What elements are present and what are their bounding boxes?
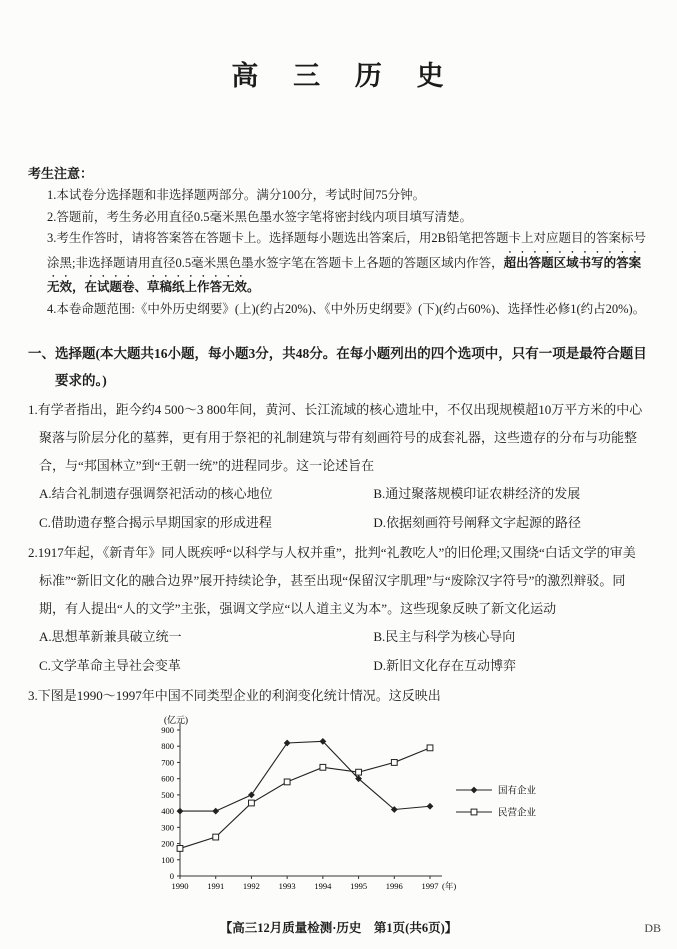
notice-item-1: 1.本试卷分选择题和非选择题两部分。满分100分，考试时间75分钟。	[47, 188, 426, 203]
question-3	[28, 682, 647, 906]
question-1-option-b: B.通过聚落规模印证农耕经济的发展	[373, 486, 581, 502]
question-1	[28, 396, 647, 537]
question-2-option-b: B.民主与科学为核心导向	[373, 629, 516, 645]
svg-text:1991: 1991	[207, 881, 225, 892]
question-2-option-a: A.思想革新兼具破立统一	[39, 629, 182, 645]
svg-text:1996: 1996	[385, 881, 403, 892]
question-1-option-c: C.借助遗存整合揭示早期国家的形成进程	[39, 514, 272, 530]
svg-text:100: 100	[161, 855, 174, 866]
question-2-option-c: C.文学革命主导社会变革	[39, 657, 181, 673]
question-2	[28, 539, 647, 680]
svg-text:500: 500	[161, 790, 174, 801]
svg-text:1997: 1997	[421, 881, 439, 892]
svg-text:(年): (年)	[442, 881, 457, 892]
notice-heading: 考生注意：	[28, 166, 94, 181]
svg-text:400: 400	[161, 806, 174, 817]
svg-text:1992: 1992	[242, 881, 260, 892]
question-2-option-d: D.新旧文化存在互动博弈	[373, 657, 517, 673]
svg-text:(亿元): (亿元)	[164, 715, 188, 726]
svg-text:1994: 1994	[314, 881, 332, 892]
page-footer: 【高三12月质量检测·历史 第1页(共6页)】	[219, 921, 458, 935]
notice-item-3-text: 3.考生作答时，请将答案答在答题卡上。选择题每小题选出答案后，用2B铅笔把答题卡上对应题目的答案标号涂黑;非选择题请用直径0.5毫米黑色墨水签字笔在答题卡上各题的答题区域内作答，	[47, 231, 646, 270]
svg-text:700: 700	[161, 757, 174, 768]
svg-text:0: 0	[169, 871, 174, 882]
svg-text:1990: 1990	[171, 881, 189, 892]
svg-text:800: 800	[161, 741, 174, 752]
notice-item-3	[28, 228, 647, 299]
page-footer-code: DB	[644, 921, 661, 935]
question-3-stem: 3.下图是1990～1997年中国不同类型企业的利润变化统计情况。这反映出	[28, 688, 441, 704]
svg-text:国有企业: 国有企业	[498, 786, 537, 797]
page-title: 高 三 历 史	[231, 61, 458, 91]
profit-line-chart	[140, 714, 647, 906]
question-1-option-a: A.结合礼制遗存强调祭祀活动的核心地位	[39, 486, 273, 502]
svg-text:900: 900	[161, 725, 174, 736]
question-2-stem: 2.1917年起，《新青年》同人既疾呼“以科学与人权并重”，批判“礼教吃人”的旧伦理;又围绕“白话文学的审美标准”“新旧文化的融合边界”展开持续论争，甚至出现“保留汉字肌理”与“废除汉字符号”的激烈辩驳。同期，有人提出“人的文学”主张，强调文学应“以人道主义为本”。这些现象反映了新文化运动	[28, 545, 636, 617]
svg-text:民营企业: 民营企业	[498, 808, 537, 819]
svg-text:600: 600	[161, 773, 174, 784]
svg-text:300: 300	[161, 822, 174, 833]
question-2-options	[28, 623, 647, 680]
profit-line-chart-svg	[140, 714, 580, 902]
svg-text:1993: 1993	[278, 881, 296, 892]
question-1-option-d: D.依据刻画符号阐释文字起源的路径	[373, 514, 582, 530]
section-heading: 一、选择题(本大题共16小题，每小题3分，共48分。在每小题列出的四个选项中，只有一项是最符合题目要求的。)	[28, 346, 647, 389]
notice-item-3-emphasis: 超出答题区域书写的答案无效，在试题卷、草稿纸上作答无效。	[47, 255, 642, 295]
svg-text:200: 200	[161, 838, 174, 849]
notice-block	[28, 163, 647, 320]
question-1-options	[28, 480, 647, 537]
notice-item-2: 2.答题前，考生务必用直径0.5毫米黑色墨水签字笔将密封线内项目填写清楚。	[47, 209, 473, 224]
svg-text:1995: 1995	[350, 881, 368, 892]
notice-item-4: 4.本卷命题范围:《中外历史纲要》(上)(约占20%)、《中外历史纲要》(下)(约占60%)、选择性必修1(约占20%)。	[47, 301, 646, 316]
question-1-stem: 1.有学者指出，距今约4 500～3 800年间，黄河、长江流域的核心遗址中，不仅出现规模超10万平方米的中心聚落与阶层分化的墓葬，更有用于祭祀的礼制建筑与带有刻画符号的成套礼器，这些遗存的分布与功能整合，与“邦国林立”到“王朝一统”的进程同步。这一论述旨在	[28, 402, 643, 474]
